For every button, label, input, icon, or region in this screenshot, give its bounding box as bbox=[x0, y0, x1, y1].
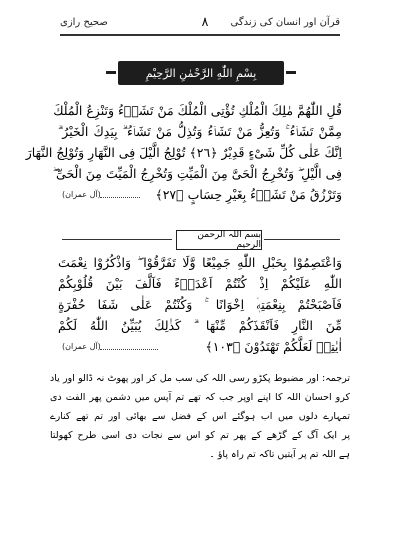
verse1-line: قُلِ اللّٰهُمَّ مٰلِكَ الْمُلْكِ تُؤْتِى الْمُلْكَ مَنْ تَشَاۤءُ وَتَنْزِعُ الْمُلْكَ bbox=[53, 103, 342, 118]
verse1-line: فِى الَّيْلِ ۖ وَتُخْرِجُ الْحَىَّ مِنَ الْمَيِّتِ وَتُخْرِجُ الْمَيِّتَ مِنَ الْحَىِّ ۖ bbox=[52, 166, 342, 181]
translation-line: تمہارے دلوں میں اب ہوگئے اس کے فضل سے بھائی اور تم تھے کنارے bbox=[50, 411, 350, 422]
translation-line: کرو احسان اللہ کا اپنے اوپر جب کہ تھے تم آپس میں دشمن پھر الفت دی bbox=[50, 392, 350, 403]
bismillah-text: بِسْمِ اللّٰهِ الرَّحْمٰنِ الرَّحِيْمِ bbox=[145, 66, 257, 80]
verse2-reference: (آل عمران) bbox=[62, 342, 101, 351]
header-left-title: صحیح رازی bbox=[60, 17, 108, 28]
verse2-line: وَاعْتَصِمُوْا بِحَبْلِ اللّٰهِ جَمِيْعًا وَّلَا تَفَرَّقُوْا ۖ وَاذْكُرُوْا نِعْمَتَ bbox=[58, 255, 342, 270]
translation-line: ترجمہ: اور مضبوط پکڑو رسی اللہ کی سب مل کر اور پھوٹ نہ ڈالو اور یاد bbox=[50, 373, 350, 384]
verse2-line: اللّٰهِ عَلَيْكُمْ اِذْ كُنْتُمْ اَعْدَاۤءً فَاَلَّفَ بَيْنَ قُلُوْبِكُمْ bbox=[58, 276, 342, 291]
header-right-title: قرآن اور انسان کی زندگی bbox=[230, 17, 340, 28]
bismillah-banner bbox=[118, 61, 284, 85]
translation-line: پر ایک آگ کے گڑھے کے پھر تم کو اس سے نجات دی اسی طرح کھولتا bbox=[50, 430, 350, 441]
title2-right-line bbox=[264, 239, 340, 240]
banner-right-tick bbox=[286, 71, 296, 74]
translation-line: ہے اللہ تم پر آیتیں تاکہ تم راہ پاؤ ۔ bbox=[209, 449, 350, 460]
section-title-box bbox=[176, 230, 262, 250]
verse1-line: اِنَّكَ عَلٰى كُلِّ شَىْءٍ قَدِيْرٌ ﴿٢٦﴾ تُوْلِجُ الَّيْلَ فِى النَّهَارِ وَتُوْلِجُ النَّهَارَ bbox=[25, 145, 342, 160]
dotted-leader bbox=[100, 197, 140, 198]
section-title: بسم اللہ الرحمن الرحیم bbox=[197, 230, 261, 250]
verse2-line: اٰيٰتِهٖ لَعَلَّكُمْ تَهْتَدُوْنَ ﴿١٠٣﴾ bbox=[205, 339, 342, 354]
page-header bbox=[60, 14, 340, 38]
dotted-leader bbox=[100, 349, 158, 350]
title2-left-line bbox=[62, 239, 172, 240]
verse2-line: مِّنَ النَّارِ فَاَنْقَذَكُمْ مِّنْهَا ۗ كَذٰلِكَ يُبَيِّنُ اللّٰهُ لَكُمْ bbox=[58, 318, 342, 333]
verse1-reference: (آل عمران) bbox=[62, 190, 101, 199]
verse2-line: فَاَصْبَحْتُمْ بِنِعْمَتِهٖۤ اِخْوَانًا ۚ وَكُنْتُمْ عَلٰى شَفَا حُفْرَةٍ bbox=[58, 297, 342, 312]
header-rule bbox=[60, 34, 340, 36]
verse1-line: وَتَرْزُقُ مَنْ تَشَاۤءُ بِغَيْرِ حِسَابٍ ﴿٢٧﴾ bbox=[155, 187, 342, 202]
page-number: ٨ bbox=[201, 15, 209, 30]
banner-left-tick bbox=[106, 71, 116, 74]
verse1-line: مِمَّنْ تَشَاۤءُ ۚ وَتُعِزُّ مَنْ تَشَاۤءُ وَتُذِلُّ مَنْ تَشَاۤءُ ۗ بِيَدِكَ الْخَيْرُ ۗ bbox=[58, 124, 342, 139]
